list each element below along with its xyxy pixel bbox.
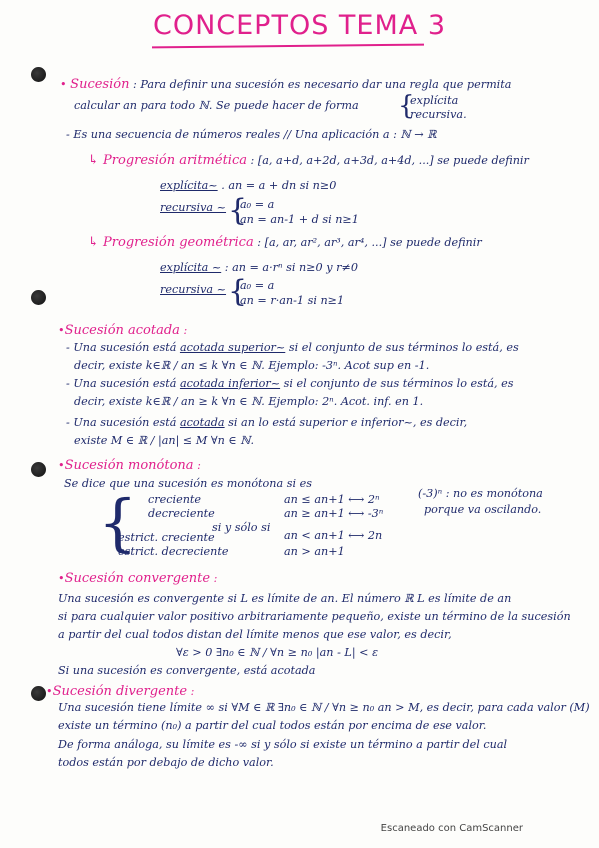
- convergente-line-2: si para cualquier valor positivo arbitrariamente pequeño, existe un término de la sucesión: [58, 610, 571, 623]
- arit-explicita-formula: . an = a + dn si n≥0: [221, 179, 337, 192]
- page-title: CONCEPTOS TEMA 3: [152, 10, 447, 41]
- acotada-line-4: decir, existe k∈ℝ / an ≥ k ∀n ∈ ℕ. Ejemplo: 2ⁿ. Acot. inf. en 1.: [74, 395, 424, 408]
- prog-geo-heading: ↳ Progresión geométrica: [88, 235, 254, 250]
- sucesion-line-2: calcular an para todo ℕ. Se puede hacer de forma: [74, 99, 359, 112]
- geo-explicita-line: [160, 261, 358, 275]
- monotona-decreciente-label: decreciente: [148, 507, 215, 520]
- acotada-heading-line: •Sucesión acotada :: [58, 323, 188, 338]
- divergente-heading-colon: :: [190, 685, 195, 698]
- sucesion-def-1: : Para definir una sucesión es necesario dar una regla que permita: [133, 78, 512, 91]
- convergente-heading: Sucesión convergente: [64, 571, 211, 586]
- monotona-estrict-decreciente-label: estrict. decreciente: [118, 545, 229, 558]
- convergente-heading-colon: :: [213, 572, 218, 585]
- divergente-line-4: todos están por debajo de dicho valor.: [58, 756, 274, 769]
- convergente-line-1: Una sucesión es convergente si L es límite de an. El número ℝ L es límite de an: [58, 592, 512, 605]
- acotada-heading: Sucesión acotada: [64, 323, 180, 338]
- monotona-heading: Sucesión monótona: [64, 458, 194, 473]
- binder-hole-3: [31, 462, 46, 477]
- prog-geo-line: [88, 236, 482, 250]
- convergente-line-4: Si una sucesión es convergente, está acotada: [58, 664, 316, 677]
- monotona-note-1: (-3)ⁿ : no es monótona: [418, 487, 543, 500]
- monotona-estrict-creciente-label: estrict. creciente: [118, 531, 215, 544]
- convergente-formula: ∀ε > 0 ∃n₀ ∈ ℕ / ∀n ≥ n₀ |an - L| < ε: [176, 646, 379, 659]
- divergente-line-1: Una sucesión tiene límite ∞ si ∀M ∈ ℝ ∃n₀ ∈ ℕ / ∀n ≥ n₀ an > M, es decir, para cada valor (M): [58, 701, 590, 714]
- brace-monotona: {: [98, 486, 138, 559]
- arit-recursiva-2: an = an-1 + d si n≥1: [240, 213, 359, 226]
- arit-recursiva-1: a₀ = a: [240, 198, 275, 211]
- geo-recursiva-2: an = r·an-1 si n≥1: [240, 294, 345, 307]
- monotona-iff: si y sólo si: [212, 521, 271, 534]
- arit-explicita-line: [160, 179, 336, 193]
- sucesion-option-explicita: explícita: [410, 94, 459, 107]
- binder-hole-1: [31, 67, 46, 82]
- geo-explicita-formula: : an = a·rⁿ si n≥0 y r≠0: [224, 261, 358, 274]
- acotada-l3a: - Una sucesión está: [66, 377, 177, 390]
- brace-forms: {: [398, 91, 415, 121]
- acotada-l1a: - Una sucesión está: [66, 341, 177, 354]
- monotona-line-1: Se dice que una sucesión es monótona si es: [64, 477, 312, 490]
- acotada-inferior-term: acotada inferior~: [179, 377, 281, 390]
- acotada-l3c: si el conjunto de sus términos lo está, es: [283, 377, 514, 390]
- monotona-heading-colon: :: [197, 459, 201, 472]
- convergente-line-3: a partir del cual todos distan del límite menos que ese valor, es decir,: [58, 628, 452, 641]
- divergente-heading-line: •Sucesión divergente :: [46, 684, 195, 699]
- arit-explicita-label: explícita~: [160, 179, 218, 192]
- acotada-line-3: [66, 377, 514, 391]
- brace-arit-rec: {: [228, 193, 248, 228]
- acotada-line-5: [66, 416, 467, 430]
- acotada-l5c: si an lo está superior e inferior~, es decir,: [228, 416, 468, 429]
- convergente-heading-line: •Sucesión convergente :: [58, 571, 218, 586]
- geo-explicita-label: explícita ~: [160, 261, 222, 274]
- prog-arit-heading: ↳ Progresión aritmética: [88, 153, 247, 168]
- prog-arit-def: : [a, a+d, a+2d, a+3d, a+4d, ...] se puede definir: [250, 154, 529, 167]
- title-underline: [152, 44, 424, 49]
- geo-recursiva-label: recursiva ~: [160, 283, 227, 296]
- monotona-estrict-decreciente-cond: an > an+1: [284, 545, 345, 558]
- monotona-estrict-creciente-cond: an < an+1 ⟷ 2n: [284, 529, 383, 542]
- sucesion-option-recursiva: recursiva.: [410, 108, 467, 121]
- monotona-heading-line: •Sucesión monótona :: [58, 458, 201, 473]
- acotada-superior-term: acotada superior~: [179, 341, 286, 354]
- monotona-note-2: porque va oscilando.: [424, 503, 542, 516]
- monotona-creciente-label: creciente: [148, 493, 202, 506]
- acotada-term: acotada: [179, 416, 225, 429]
- acotada-l5a: - Una sucesión está: [66, 416, 177, 429]
- prog-geo-def: : [a, ar, ar², ar³, ar⁴, ...] se puede definir: [257, 236, 482, 249]
- sucesion-line-3: - Es una secuencia de números reales // Una aplicación a : ℕ → ℝ: [66, 128, 437, 141]
- acotada-l1c: si el conjunto de sus términos lo está, es: [288, 341, 519, 354]
- acotada-heading-colon: :: [183, 324, 188, 337]
- monotona-creciente-cond: an ≤ an+1 ⟷ 2ⁿ: [284, 493, 380, 506]
- geo-recursiva-1: a₀ = a: [240, 279, 275, 292]
- divergente-line-3: De forma análoga, su límite es -∞ si y sólo si existe un término a partir del cual: [58, 738, 508, 751]
- monotona-decreciente-cond: an ≥ an+1 ⟷ -3ⁿ: [284, 507, 384, 520]
- arit-recursiva-label: recursiva ~: [160, 201, 227, 214]
- divergente-heading: Sucesión divergente: [52, 684, 188, 699]
- scanner-watermark: Escaneado con CamScanner: [380, 823, 523, 834]
- prog-arit-line: [88, 154, 529, 168]
- acotada-line-6: existe M ∈ ℝ / |an| ≤ M ∀n ∈ ℕ.: [74, 434, 254, 447]
- binder-hole-2: [31, 290, 46, 305]
- acotada-line-2: decir, existe k∈ℝ / an ≤ k ∀n ∈ ℕ. Ejemplo: -3ⁿ. Acot sup en -1.: [74, 359, 430, 372]
- acotada-line-1: [66, 341, 519, 355]
- binder-hole-4: [31, 686, 46, 701]
- sucesion-line-1: • Sucesión : Para definir una sucesión es necesario dar una regla que permita: [60, 77, 512, 92]
- sucesion-heading: Sucesión: [70, 77, 130, 92]
- brace-geo-rec: {: [228, 274, 248, 309]
- divergente-line-2: existe un término (n₀) a partir del cual todos están por encima de ese valor.: [58, 719, 487, 732]
